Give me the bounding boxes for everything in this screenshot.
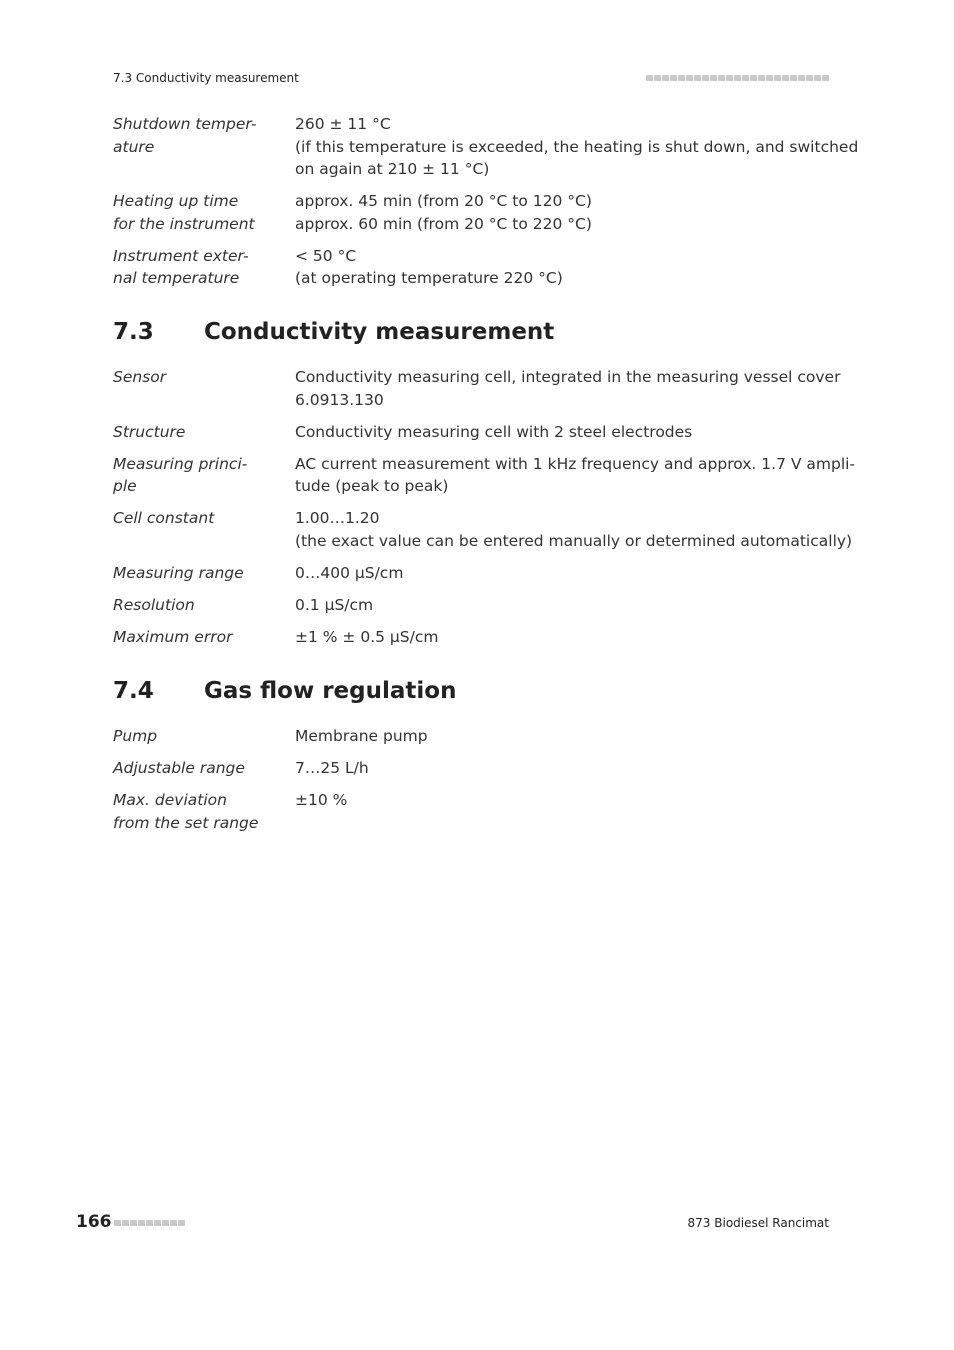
spec-value-line: (if this temperature is exceeded, the heating is shut down, and switched (295, 137, 859, 156)
decoration-square (694, 75, 701, 81)
spec-label (113, 789, 295, 834)
spec-value-line: Conductivity measuring cell with 2 steel electrodes (295, 422, 693, 441)
spec-label-line: Pump (113, 727, 158, 745)
spec-value (295, 562, 833, 585)
spec-value (295, 725, 833, 748)
spec-value (295, 507, 852, 552)
spec-label-line: Shutdown temper- (113, 115, 257, 133)
spec-value-line: 260 ± 11 °C (295, 115, 391, 133)
decoration-square (798, 75, 805, 81)
spec-value-line: (at operating temperature 220 °C) (295, 269, 563, 287)
spec-value-line: ±1 % ± 0.5 µS/cm (295, 627, 439, 646)
spec-value (295, 245, 833, 290)
decoration-square (662, 75, 669, 81)
spec-value-line: 7…25 L/h (295, 759, 369, 777)
spec-label (113, 113, 295, 181)
spec-value-line: Membrane pump (295, 727, 428, 745)
section-number: 7.4 (113, 678, 154, 704)
spec-label-line: ature (113, 137, 155, 156)
spec-row (113, 453, 856, 498)
spec-value-line: 0…400 µS/cm (295, 563, 404, 582)
spec-label (113, 453, 295, 498)
spec-label-line: nal temperature (113, 269, 240, 287)
decoration-square (114, 1220, 121, 1226)
decoration-square (178, 1220, 185, 1226)
spec-row (113, 725, 833, 748)
spec-label (113, 594, 295, 617)
decoration-square (654, 75, 661, 81)
spec-label (113, 507, 295, 552)
spec-row (113, 421, 833, 444)
spec-label-line: Adjustable range (113, 759, 245, 777)
spec-label-line: Measuring princi- (113, 454, 248, 473)
decoration-square (162, 1220, 169, 1226)
spec-value (295, 113, 858, 181)
page-number: 166 (76, 1212, 112, 1232)
spec-row (113, 113, 859, 181)
footer-decoration (114, 1220, 185, 1226)
decoration-square (130, 1220, 137, 1226)
decoration-square (686, 75, 693, 81)
spec-label (113, 366, 295, 411)
spec-label-line: Structure (113, 422, 186, 441)
gas-flow-spec-table (113, 725, 833, 844)
decoration-square (670, 75, 677, 81)
product-name: 873 Biodiesel Rancimat (687, 1216, 829, 1230)
spec-row (113, 562, 833, 585)
decoration-square (734, 75, 741, 81)
spec-value (295, 421, 833, 444)
spec-value (295, 366, 840, 411)
decoration-square (154, 1220, 161, 1226)
spec-value-line: on again at 210 ± 11 °C) (295, 160, 490, 178)
spec-row (113, 366, 841, 411)
decoration-square (146, 1220, 153, 1226)
spec-label (113, 626, 295, 649)
decoration-square (718, 75, 725, 81)
spec-value-line: AC current measurement with 1 kHz frequency and approx. 1.7 V ampli- (295, 454, 856, 473)
spec-label-line: from the set range (113, 813, 259, 832)
spec-row (113, 594, 833, 617)
decoration-square (170, 1220, 177, 1226)
spec-label-line: ple (113, 477, 137, 495)
spec-value-line: < 50 °C (295, 246, 357, 265)
spec-value (295, 453, 855, 498)
spec-label (113, 421, 295, 444)
decoration-square (702, 75, 709, 81)
spec-label-line: Max. deviation (113, 791, 227, 809)
section-title: Gas flow regulation (204, 678, 457, 704)
spec-row (113, 789, 833, 834)
spec-value (295, 190, 833, 235)
spec-value (295, 757, 833, 780)
decoration-square (678, 75, 685, 81)
conductivity-spec-table (113, 366, 856, 658)
decoration-square (790, 75, 797, 81)
spec-label-line: Sensor (113, 368, 167, 386)
spec-value-line: (the exact value can be entered manually or determined automatically) (295, 531, 853, 550)
top-spec-table (113, 113, 859, 299)
decoration-square (122, 1220, 129, 1226)
header-section-title: 7.3 Conductivity measurement (113, 71, 299, 85)
decoration-square (742, 75, 749, 81)
spec-row (113, 626, 833, 649)
decoration-square (806, 75, 813, 81)
decoration-square (646, 75, 653, 81)
spec-label (113, 725, 295, 748)
spec-value (295, 789, 833, 834)
spec-row (113, 245, 833, 290)
spec-value (295, 594, 833, 617)
spec-row (113, 190, 833, 235)
spec-label-line: Instrument exter- (113, 246, 249, 265)
spec-value (295, 626, 833, 649)
spec-value-line: Conductivity measuring cell, integrated in the measuring vessel cover (295, 368, 841, 386)
decoration-square (766, 75, 773, 81)
decoration-square (774, 75, 781, 81)
decoration-square (782, 75, 789, 81)
spec-label (113, 190, 295, 235)
spec-value-line: 1.00…1.20 (295, 509, 380, 527)
spec-label (113, 757, 295, 780)
decoration-square (758, 75, 765, 81)
section-heading-7-4 (113, 678, 456, 704)
decoration-square (814, 75, 821, 81)
spec-label (113, 562, 295, 585)
spec-row (113, 507, 853, 552)
decoration-square (726, 75, 733, 81)
section-number: 7.3 (113, 319, 154, 345)
spec-label-line: Resolution (113, 595, 195, 614)
decoration-square (750, 75, 757, 81)
spec-value-line: 6.0913.130 (295, 390, 384, 409)
decoration-square (710, 75, 717, 81)
section-heading-7-3 (113, 319, 554, 345)
spec-value-line: approx. 60 min (from 20 °C to 220 °C) (295, 214, 592, 233)
spec-label-line: Heating up time (113, 192, 239, 210)
spec-value-line: 0.1 µS/cm (295, 595, 374, 614)
spec-value-line: approx. 45 min (from 20 °C to 120 °C) (295, 192, 592, 210)
spec-label-line: Maximum error (113, 627, 233, 646)
decoration-square (822, 75, 829, 81)
spec-label-line: Cell constant (113, 509, 215, 527)
section-title: Conductivity measurement (204, 319, 555, 345)
header-decoration (646, 75, 829, 81)
spec-value-line: ±10 % (295, 791, 348, 809)
spec-value-line: tude (peak to peak) (295, 477, 449, 495)
spec-label-line: Measuring range (113, 563, 244, 582)
decoration-square (138, 1220, 145, 1226)
spec-row (113, 757, 833, 780)
spec-label (113, 245, 295, 290)
spec-label-line: for the instrument (113, 214, 255, 233)
